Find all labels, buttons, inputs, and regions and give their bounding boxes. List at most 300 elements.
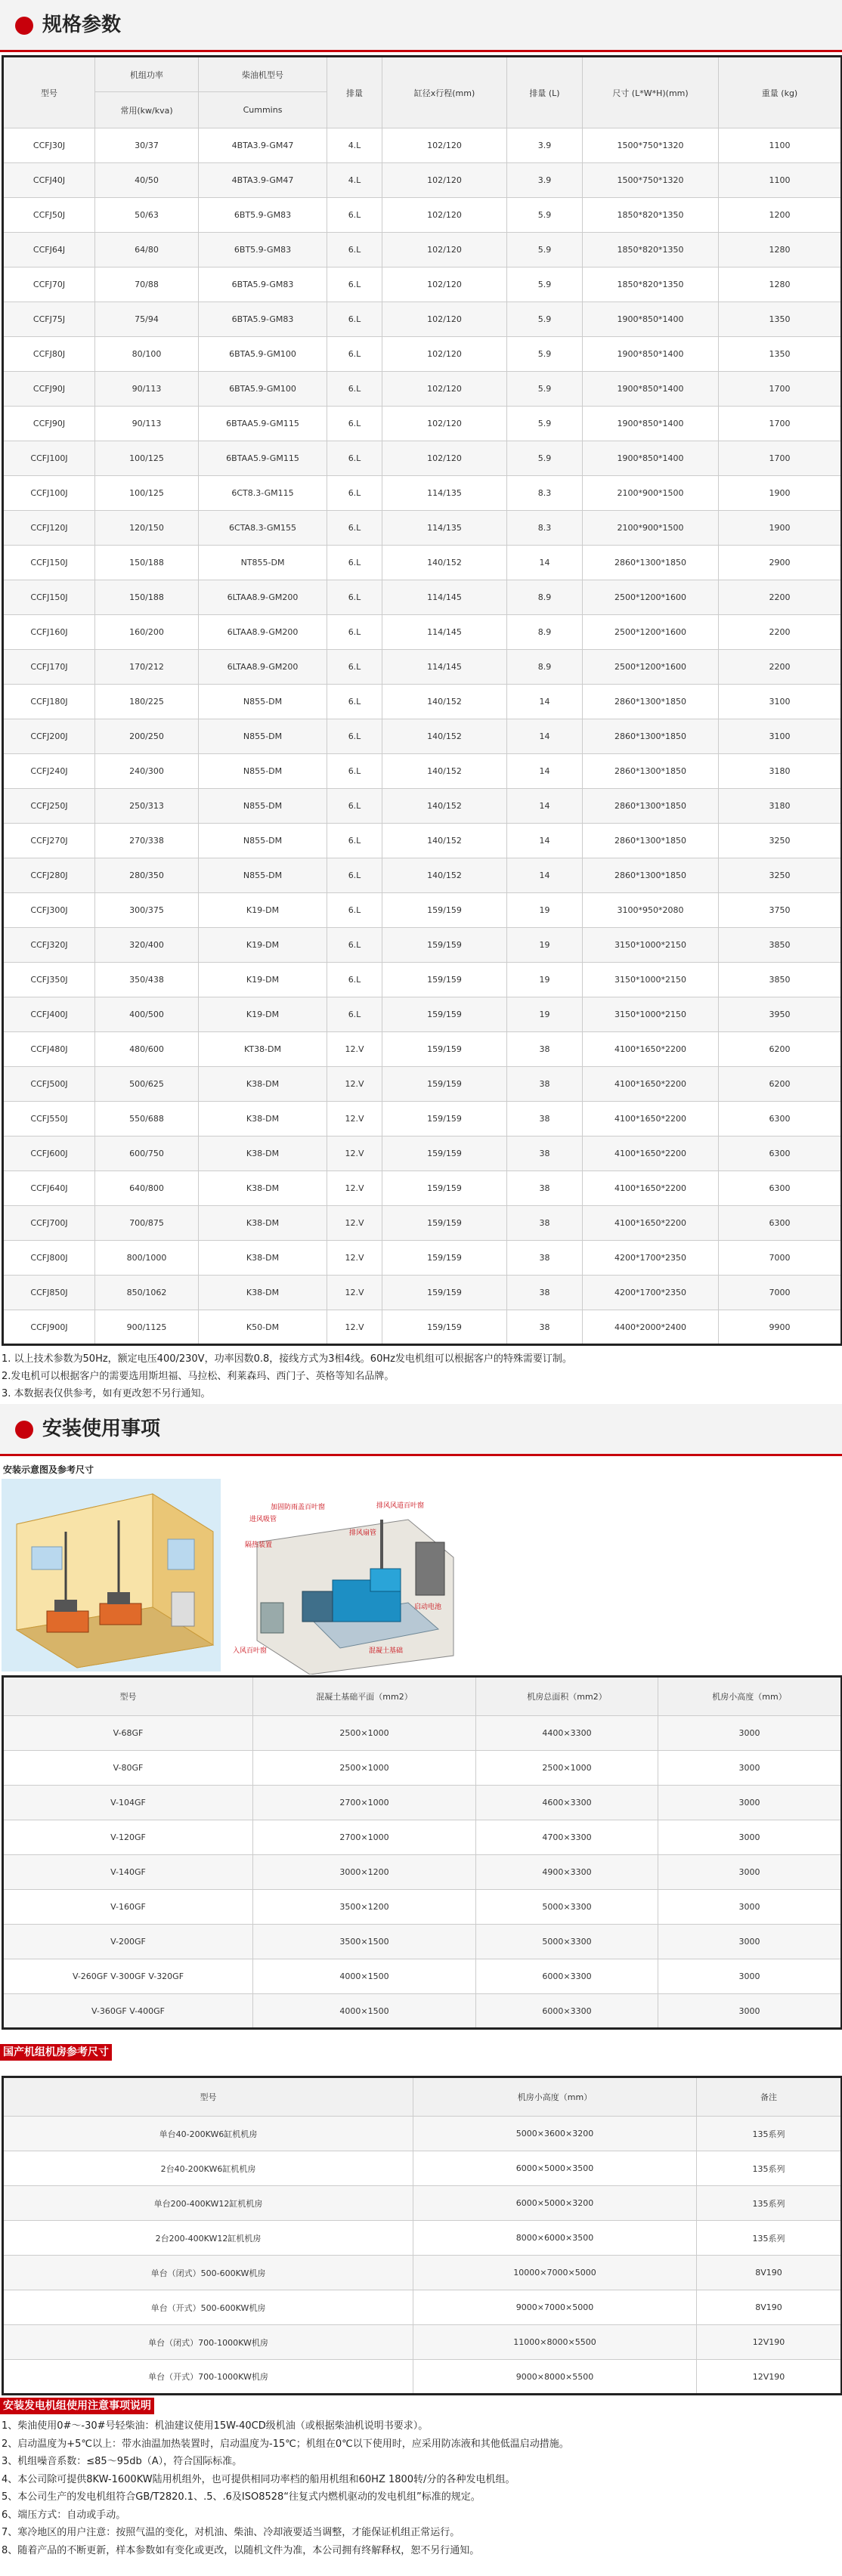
- table-cell: 单台（闭式）700-1000KW机房: [3, 2325, 413, 2360]
- domestic-table-header: [3, 2077, 842, 2117]
- diagram-label: 排风扇管: [349, 1529, 377, 1537]
- table-cell: 5000×3600×3200: [413, 2117, 697, 2151]
- cell-engine: N855-DM: [199, 824, 327, 858]
- cell-power: 240/300: [95, 754, 199, 789]
- table-cell: 4900×3300: [476, 1855, 658, 1890]
- table-row: [3, 928, 842, 963]
- cell-weight: 1700: [719, 441, 842, 476]
- cell-cyl: 12.V: [327, 1032, 382, 1067]
- cell-weight: 7000: [719, 1241, 842, 1276]
- table-cell: 135系列: [697, 2221, 842, 2256]
- cell-engine: 6BT5.9-GM83: [199, 233, 327, 267]
- diagram-label: 启动电池: [414, 1603, 442, 1611]
- cell-weight: 3250: [719, 824, 842, 858]
- cell-engine: 6BTA5.9-GM100: [199, 337, 327, 372]
- cell-cyl: 6.L: [327, 267, 382, 302]
- cell-cyl: 6.L: [327, 233, 382, 267]
- table-row: [3, 1994, 842, 2029]
- cell-engine: 6BTA5.9-GM83: [199, 267, 327, 302]
- table-row: [3, 754, 842, 789]
- cell-size: 3150*1000*2150: [583, 963, 719, 997]
- cell-bore: 114/145: [382, 615, 507, 650]
- cell-weight: 1100: [719, 128, 842, 163]
- cell-weight: 6200: [719, 1032, 842, 1067]
- table-row: [3, 511, 842, 546]
- cell-disp: 5.9: [507, 302, 583, 337]
- diagram-label: 进风吸管: [249, 1516, 277, 1523]
- cell-model: CCFJ250J: [3, 789, 95, 824]
- cell-cyl: 4.L: [327, 163, 382, 198]
- table-cell: 3000: [658, 1994, 842, 2029]
- cell-power: 350/438: [95, 963, 199, 997]
- col-header-cyl: 排量: [327, 57, 382, 128]
- cell-bore: 114/135: [382, 511, 507, 546]
- spec-notes: [2, 1350, 572, 1402]
- cell-bore: 159/159: [382, 893, 507, 928]
- table-cell: 单台（开式）500-600KW机房: [3, 2290, 413, 2325]
- cell-engine: K19-DM: [199, 928, 327, 963]
- cell-bore: 159/159: [382, 963, 507, 997]
- cell-power: 800/1000: [95, 1241, 199, 1276]
- cell-cyl: 6.L: [327, 789, 382, 824]
- cell-cyl: 6.L: [327, 198, 382, 233]
- table-row: [3, 1206, 842, 1241]
- spec-note: 3. 本数据表仅供参考，如有更改恕不另行通知。: [2, 1388, 211, 1399]
- table-cell: 12V190: [697, 2325, 842, 2360]
- cell-model: CCFJ170J: [3, 650, 95, 685]
- table-row: [3, 1959, 842, 1994]
- cell-engine: 6CTA8.3-GM155: [199, 511, 327, 546]
- cell-bore: 159/159: [382, 1241, 507, 1276]
- cell-model: CCFJ150J: [3, 580, 95, 615]
- cell-engine: 6LTAA8.9-GM200: [199, 615, 327, 650]
- cell-disp: 5.9: [507, 198, 583, 233]
- cell-size: 1900*850*1400: [583, 372, 719, 407]
- cell-size: 4100*1650*2200: [583, 1171, 719, 1206]
- section-header-install: [0, 1404, 842, 1458]
- spec-table: [2, 55, 842, 1346]
- table-row: [3, 789, 842, 824]
- cell-cyl: 6.L: [327, 302, 382, 337]
- cell-model: CCFJ400J: [3, 997, 95, 1032]
- table-row: [3, 546, 842, 580]
- usage-item: 5、本公司生产的发电机组符合GB/T2820.1、.5、.6及ISO8528“往复式内燃机驱动的发电机组”标准的规定。: [2, 2491, 481, 2503]
- table-row: [3, 824, 842, 858]
- cell-bore: 159/159: [382, 1276, 507, 1310]
- cell-cyl: 12.V: [327, 1206, 382, 1241]
- cell-engine: 4BTA3.9-GM47: [199, 128, 327, 163]
- cell-size: 2500*1200*1600: [583, 580, 719, 615]
- cell-size: 3150*1000*2150: [583, 997, 719, 1032]
- room-table-header: [3, 1677, 842, 1716]
- cell-model: CCFJ850J: [3, 1276, 95, 1310]
- cell-power: 150/188: [95, 546, 199, 580]
- table-row: [3, 2221, 842, 2256]
- cell-bore: 140/152: [382, 685, 507, 719]
- table-cell: 4600×3300: [476, 1786, 658, 1820]
- cell-cyl: 12.V: [327, 1310, 382, 1345]
- cell-cyl: 6.L: [327, 963, 382, 997]
- cell-power: 50/63: [95, 198, 199, 233]
- col-header-disp: 排量 (L): [507, 57, 583, 128]
- cell-weight: 1900: [719, 511, 842, 546]
- cell-power: 700/875: [95, 1206, 199, 1241]
- table-row: [3, 2360, 842, 2395]
- table-cell: 9000×8000×5500: [413, 2360, 697, 2395]
- cell-size: 4200*1700*2350: [583, 1241, 719, 1276]
- cell-model: CCFJ300J: [3, 893, 95, 928]
- cell-size: 2860*1300*1850: [583, 546, 719, 580]
- table-cell: V-120GF: [3, 1820, 253, 1855]
- cell-engine: 6BTA5.9-GM100: [199, 372, 327, 407]
- cell-disp: 38: [507, 1310, 583, 1345]
- cell-size: 1900*850*1400: [583, 337, 719, 372]
- cell-size: 4100*1650*2200: [583, 1032, 719, 1067]
- cell-cyl: 12.V: [327, 1276, 382, 1310]
- cell-bore: 114/135: [382, 476, 507, 511]
- table-row: [3, 198, 842, 233]
- cell-model: CCFJ70J: [3, 267, 95, 302]
- col-header-model: 型号: [3, 57, 95, 128]
- cell-disp: 19: [507, 928, 583, 963]
- table-cell: V-160GF: [3, 1890, 253, 1925]
- table-row: [3, 2290, 842, 2325]
- col-header: 型号: [3, 1677, 253, 1716]
- cell-power: 150/188: [95, 580, 199, 615]
- table-cell: 10000×7000×5000: [413, 2256, 697, 2290]
- table-cell: V-200GF: [3, 1925, 253, 1959]
- section-header-rule: [0, 50, 842, 52]
- section-header-specs: [0, 0, 842, 54]
- table-cell: V-80GF: [3, 1751, 253, 1786]
- cell-disp: 38: [507, 1276, 583, 1310]
- table-row: [3, 302, 842, 337]
- table-row: [3, 685, 842, 719]
- table-cell: 8V190: [697, 2256, 842, 2290]
- cell-disp: 14: [507, 546, 583, 580]
- section-title: 规格参数: [42, 14, 122, 36]
- section-title: 安装使用事项: [42, 1418, 161, 1440]
- cell-size: 4100*1650*2200: [583, 1206, 719, 1241]
- table-cell: 单台40-200KW6缸机机房: [3, 2117, 413, 2151]
- cell-power: 300/375: [95, 893, 199, 928]
- table-row: [3, 407, 842, 441]
- table-row: [3, 1067, 842, 1102]
- cell-bore: 102/120: [382, 302, 507, 337]
- table-cell: 6000×3300: [476, 1994, 658, 2029]
- col-header: 机房小高度（mm）: [658, 1677, 842, 1716]
- table-cell: 3000: [658, 1820, 842, 1855]
- cell-weight: 1280: [719, 267, 842, 302]
- section-header-rule: [0, 1454, 842, 1456]
- cell-model: CCFJ640J: [3, 1171, 95, 1206]
- table-cell: 6000×5000×3200: [413, 2186, 697, 2221]
- cell-disp: 14: [507, 858, 583, 893]
- cell-size: 1850*820*1350: [583, 198, 719, 233]
- cell-disp: 5.9: [507, 407, 583, 441]
- cell-power: 100/125: [95, 441, 199, 476]
- cell-engine: K19-DM: [199, 997, 327, 1032]
- cell-weight: 3950: [719, 997, 842, 1032]
- cell-weight: 3850: [719, 963, 842, 997]
- table-cell: 6000×3300: [476, 1959, 658, 1994]
- table-cell: 11000×8000×5500: [413, 2325, 697, 2360]
- cell-disp: 8.3: [507, 511, 583, 546]
- cell-bore: 140/152: [382, 546, 507, 580]
- table-cell: 5000×3300: [476, 1890, 658, 1925]
- cell-power: 40/50: [95, 163, 199, 198]
- red-dot-icon: [15, 1421, 33, 1439]
- cell-cyl: 12.V: [327, 1136, 382, 1171]
- cell-disp: 5.9: [507, 267, 583, 302]
- cell-cyl: 6.L: [327, 511, 382, 546]
- cell-weight: 3180: [719, 789, 842, 824]
- table-row: [3, 1171, 842, 1206]
- cell-model: CCFJ200J: [3, 719, 95, 754]
- cell-weight: 6300: [719, 1171, 842, 1206]
- cell-power: 480/600: [95, 1032, 199, 1067]
- cell-engine: K38-DM: [199, 1171, 327, 1206]
- table-cell: 2500×1000: [253, 1716, 476, 1751]
- cell-disp: 8.9: [507, 580, 583, 615]
- cell-size: 4100*1650*2200: [583, 1102, 719, 1136]
- table-row: [3, 1890, 842, 1925]
- cell-size: 2860*1300*1850: [583, 824, 719, 858]
- cell-power: 270/338: [95, 824, 199, 858]
- cell-weight: 6200: [719, 1067, 842, 1102]
- cell-power: 170/212: [95, 650, 199, 685]
- cell-weight: 3750: [719, 893, 842, 928]
- cell-cyl: 6.L: [327, 476, 382, 511]
- table-row: [3, 1136, 842, 1171]
- room-table-body: [3, 1716, 842, 2029]
- cell-bore: 114/145: [382, 650, 507, 685]
- cell-bore: 102/120: [382, 372, 507, 407]
- cell-size: 4200*1700*2350: [583, 1276, 719, 1310]
- cell-bore: 102/120: [382, 163, 507, 198]
- cell-disp: 8.3: [507, 476, 583, 511]
- table-row: [3, 1751, 842, 1786]
- cell-power: 64/80: [95, 233, 199, 267]
- table-cell: 6000×5000×3500: [413, 2151, 697, 2186]
- col-header: 机房小高度（mm）: [413, 2077, 697, 2117]
- cell-model: CCFJ900J: [3, 1310, 95, 1345]
- table-cell: 5000×3300: [476, 1925, 658, 1959]
- cell-model: CCFJ90J: [3, 372, 95, 407]
- cell-engine: 4BTA3.9-GM47: [199, 163, 327, 198]
- cell-bore: 102/120: [382, 267, 507, 302]
- cell-size: 3100*950*2080: [583, 893, 719, 928]
- cell-size: 1500*750*1320: [583, 163, 719, 198]
- table-row: [3, 1241, 842, 1276]
- cell-weight: 2200: [719, 580, 842, 615]
- table-cell: 单台200-400KW12缸机机房: [3, 2186, 413, 2221]
- installation-diagram: [227, 1497, 457, 1675]
- cell-engine: N855-DM: [199, 719, 327, 754]
- cell-engine: K38-DM: [199, 1136, 327, 1171]
- table-cell: 3000: [658, 1959, 842, 1994]
- cell-power: 320/400: [95, 928, 199, 963]
- cell-engine: K19-DM: [199, 963, 327, 997]
- cell-power: 550/688: [95, 1102, 199, 1136]
- spec-note: 1. 以上技术参数为50Hz，额定电压400/230V，功率因数0.8，接线方式为3相4线。60Hz发电机组可以根据客户的特殊需要订制。: [2, 1353, 572, 1365]
- domestic-room-table: [2, 2076, 842, 2395]
- table-row: [3, 267, 842, 302]
- generator-room-illustration: [2, 1479, 221, 1671]
- table-row: [3, 893, 842, 928]
- cell-bore: 159/159: [382, 1102, 507, 1136]
- table-cell: 3500×1500: [253, 1925, 476, 1959]
- cell-weight: 1350: [719, 337, 842, 372]
- col-header: 备注: [697, 2077, 842, 2117]
- cell-disp: 14: [507, 824, 583, 858]
- cell-size: 2860*1300*1850: [583, 754, 719, 789]
- col-header-engine: 柴油机型号: [199, 57, 327, 92]
- cell-engine: K38-DM: [199, 1102, 327, 1136]
- cell-cyl: 6.L: [327, 997, 382, 1032]
- diagram-label: 入风百叶窗: [233, 1647, 268, 1655]
- cell-bore: 102/120: [382, 337, 507, 372]
- cell-power: 850/1062: [95, 1276, 199, 1310]
- usage-item: 2、启动温度为+5℃以上：带水油温加热装置时，启动温度为-15℃；机组在0℃以下使用时，应采用防冻液和其他低温启动措施。: [2, 2438, 569, 2450]
- cell-cyl: 12.V: [327, 1067, 382, 1102]
- cell-disp: 5.9: [507, 233, 583, 267]
- cell-engine: 6CT8.3-GM115: [199, 476, 327, 511]
- table-cell: 2台40-200KW6缸机机房: [3, 2151, 413, 2186]
- cell-engine: K50-DM: [199, 1310, 327, 1345]
- cell-power: 280/350: [95, 858, 199, 893]
- diagram-label: 混凝土基础: [369, 1647, 404, 1655]
- cell-bore: 159/159: [382, 1310, 507, 1345]
- cell-model: CCFJ600J: [3, 1136, 95, 1171]
- table-row: [3, 1820, 842, 1855]
- cell-disp: 38: [507, 1206, 583, 1241]
- cell-cyl: 6.L: [327, 858, 382, 893]
- cell-weight: 6300: [719, 1206, 842, 1241]
- cell-bore: 102/120: [382, 233, 507, 267]
- table-cell: 3000: [658, 1925, 842, 1959]
- table-row: [3, 441, 842, 476]
- section-header-bar: [0, 0, 842, 50]
- cell-disp: 14: [507, 685, 583, 719]
- cell-engine: N855-DM: [199, 789, 327, 824]
- table-cell: 3000×1200: [253, 1855, 476, 1890]
- cell-size: 3150*1000*2150: [583, 928, 719, 963]
- cell-model: CCFJ500J: [3, 1067, 95, 1102]
- cell-bore: 159/159: [382, 1136, 507, 1171]
- cell-model: CCFJ280J: [3, 858, 95, 893]
- usage-item: 3、机组噪音系数：≤85～95db（A），符合国际标准。: [2, 2456, 243, 2467]
- cell-power: 90/113: [95, 372, 199, 407]
- cell-disp: 5.9: [507, 441, 583, 476]
- cell-disp: 3.9: [507, 163, 583, 198]
- table-row: [3, 1855, 842, 1890]
- cell-disp: 19: [507, 893, 583, 928]
- cell-model: CCFJ800J: [3, 1241, 95, 1276]
- table-cell: 2500×1000: [476, 1751, 658, 1786]
- cell-cyl: 6.L: [327, 685, 382, 719]
- cell-weight: 2200: [719, 615, 842, 650]
- cell-model: CCFJ180J: [3, 685, 95, 719]
- cell-engine: N855-DM: [199, 858, 327, 893]
- table-row: [3, 1310, 842, 1345]
- cell-disp: 14: [507, 789, 583, 824]
- cell-cyl: 6.L: [327, 337, 382, 372]
- cell-cyl: 6.L: [327, 580, 382, 615]
- cell-power: 400/500: [95, 997, 199, 1032]
- cell-power: 500/625: [95, 1067, 199, 1102]
- red-dot-icon: [15, 17, 33, 35]
- table-cell: 单台（开式）700-1000KW机房: [3, 2360, 413, 2395]
- table-cell: 3000: [658, 1716, 842, 1751]
- table-cell: 135系列: [697, 2186, 842, 2221]
- cell-weight: 3250: [719, 858, 842, 893]
- cell-disp: 38: [507, 1171, 583, 1206]
- cell-cyl: 12.V: [327, 1241, 382, 1276]
- cell-size: 4100*1650*2200: [583, 1136, 719, 1171]
- cell-power: 200/250: [95, 719, 199, 754]
- cell-engine: K19-DM: [199, 893, 327, 928]
- cell-model: CCFJ50J: [3, 198, 95, 233]
- cell-size: 4400*2000*2400: [583, 1310, 719, 1345]
- cell-model: CCFJ75J: [3, 302, 95, 337]
- table-cell: V-360GF V-400GF: [3, 1994, 253, 2029]
- diagram-label: 排风风道百叶窗: [376, 1502, 425, 1510]
- cell-disp: 38: [507, 1241, 583, 1276]
- table-cell: 2700×1000: [253, 1820, 476, 1855]
- cell-bore: 159/159: [382, 1171, 507, 1206]
- cell-cyl: 6.L: [327, 824, 382, 858]
- cell-bore: 159/159: [382, 997, 507, 1032]
- table-cell: 2台200-400KW12缸机机房: [3, 2221, 413, 2256]
- usage-item: 6、端压方式：自动或手动。: [2, 2509, 126, 2521]
- cell-disp: 38: [507, 1067, 583, 1102]
- cell-power: 75/94: [95, 302, 199, 337]
- cell-engine: 6BT5.9-GM83: [199, 198, 327, 233]
- cell-bore: 102/120: [382, 441, 507, 476]
- cell-cyl: 6.L: [327, 893, 382, 928]
- cell-size: 1900*850*1400: [583, 302, 719, 337]
- table-cell: 3000: [658, 1751, 842, 1786]
- cell-cyl: 6.L: [327, 441, 382, 476]
- cell-disp: 5.9: [507, 372, 583, 407]
- cell-size: 2860*1300*1850: [583, 858, 719, 893]
- cell-cyl: 6.L: [327, 719, 382, 754]
- cell-model: CCFJ100J: [3, 476, 95, 511]
- col-header-bore: 缸径x行程(mm): [382, 57, 507, 128]
- cell-model: CCFJ80J: [3, 337, 95, 372]
- cell-model: CCFJ480J: [3, 1032, 95, 1067]
- table-cell: V-104GF: [3, 1786, 253, 1820]
- table-cell: 2700×1000: [253, 1786, 476, 1820]
- cell-weight: 1200: [719, 198, 842, 233]
- col-subheader-engine: Cummins: [199, 92, 327, 128]
- cell-bore: 140/152: [382, 719, 507, 754]
- cell-bore: 102/120: [382, 407, 507, 441]
- table-cell: 3000: [658, 1855, 842, 1890]
- cell-engine: 6LTAA8.9-GM200: [199, 580, 327, 615]
- table-row: [3, 476, 842, 511]
- cell-weight: 1700: [719, 372, 842, 407]
- cell-size: 1850*820*1350: [583, 233, 719, 267]
- col-header: 混凝土基础平面（mm2）: [253, 1677, 476, 1716]
- table-row: [3, 2256, 842, 2290]
- cell-engine: K38-DM: [199, 1241, 327, 1276]
- cell-model: CCFJ100J: [3, 441, 95, 476]
- cell-disp: 19: [507, 963, 583, 997]
- table-row: [3, 337, 842, 372]
- col-header: 型号: [3, 2077, 413, 2117]
